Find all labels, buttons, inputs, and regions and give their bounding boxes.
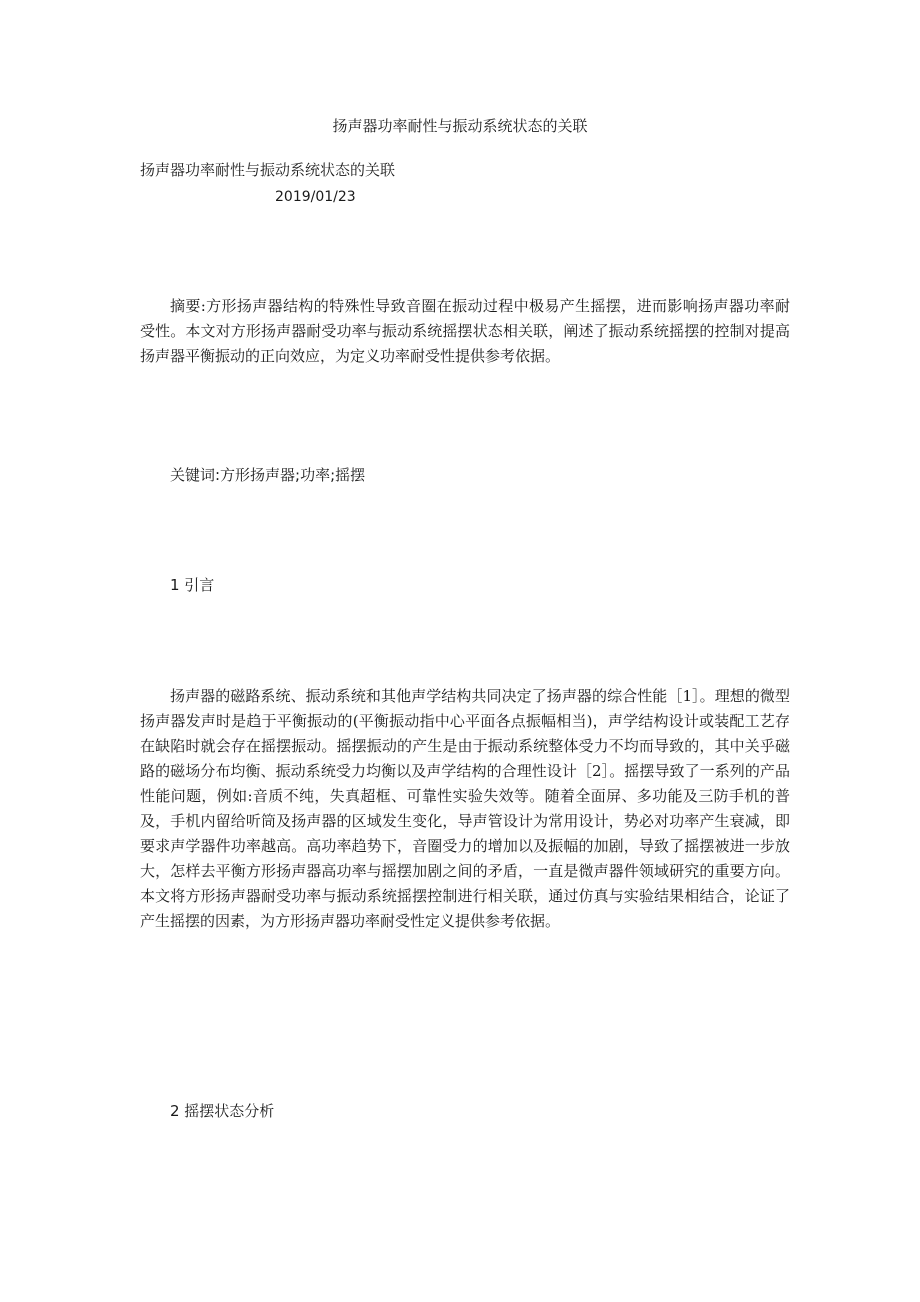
document-title: 扬声器功率耐性与振动系统状态的关联	[332, 117, 588, 135]
abstract-paragraph: 摘要:方形扬声器结构的特殊性导致音圈在振动过程中极易产生摇摆，进而影响扬声器功率耐受性。本文对方形扬声器耐受功率与振动系统摇摆状态相关联，阐述了振动系统摇摆的控制对提高扬声器平衡振动的正向效应，为定义功率耐受性提供参考依据。	[140, 297, 790, 365]
introduction-paragraph: 扬声器的磁路系统、振动系统和其他声学结构共同决定了扬声器的综合性能［1］。理想的微型扬声器发声时是趋于平衡振动的(平衡振动指中心平面各点振幅相当)，声学结构设计或装配工艺存在缺陷时就会存在摇摆振动。摇摆振动的产生是由于振动系统整体受力不均而导致的，其中关乎磁路的磁场分布均衡、振动系统受力均衡以及声学结构的合理性设计［2］。摇摆导致了一系列的产品性能问题，例如:音质不纯，失真超框、可靠性实验失效等。随着全面屏、多功能及三防手机的普及，手机内留给听筒及扬声器的区域发生变化，导声管设计为常用设计，势必对功率产生衰减，即要求声学器件功率越高。高功率趋势下，音圈受力的增加以及振幅的加剧，导致了摇摆被进一步放大，怎样去平衡方形扬声器高功率与摇摆加剧之间的矛盾，一直是微声器件领域研究的重要方向。本文将方形扬声器耐受功率与振动系统摇摆控制进行相关联，通过仿真与实验结果相结合，论证了产生摇摆的因素，为方形扬声器功率耐受性定义提供参考依据。	[140, 687, 790, 930]
section-heading-introduction: 1 引言	[170, 576, 215, 594]
keywords-line: 关键词:方形扬声器;功率;摇摆	[170, 466, 366, 484]
publish-date: 2019/01/23	[275, 189, 356, 205]
article-title: 扬声器功率耐性与振动系统状态的关联	[140, 161, 396, 179]
section-heading-sway-analysis: 2 摇摆状态分析	[170, 1102, 275, 1120]
